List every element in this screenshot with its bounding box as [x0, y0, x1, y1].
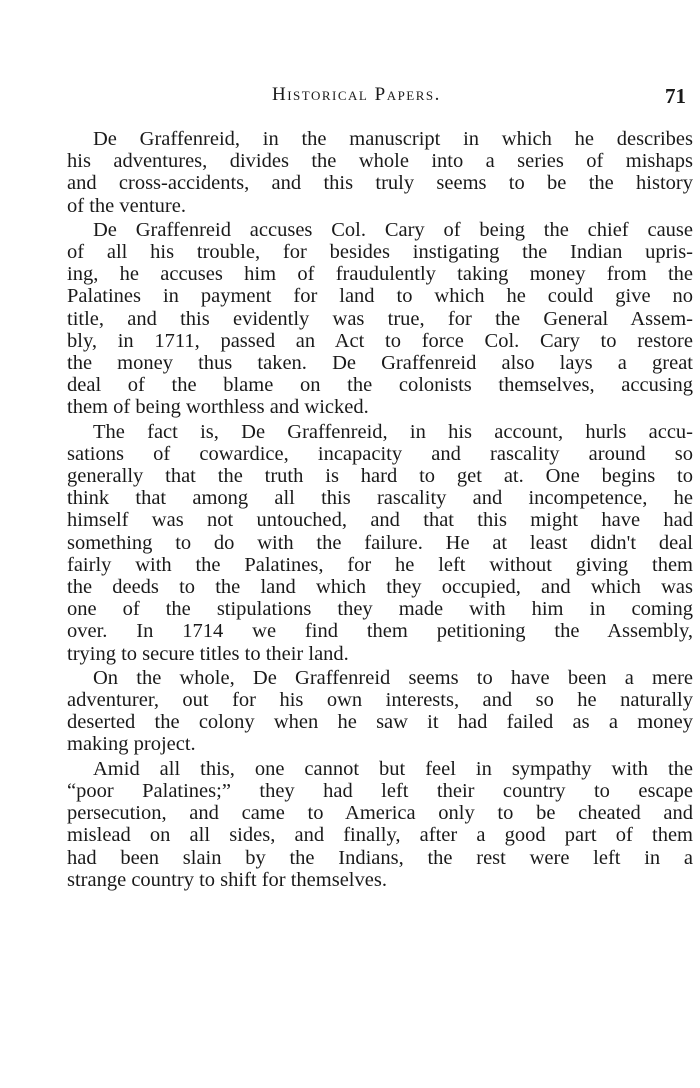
text-line: trying to secure titles to their land. — [67, 642, 349, 665]
text-line: deal of the blame on the colonists themselves, accusing — [67, 374, 693, 397]
running-title: Historical Papers. — [272, 84, 441, 105]
text-line: persecution, and came to America only to be cheated and — [67, 802, 693, 825]
text-line: sations of cowardice, incapacity and rascality around so — [67, 442, 693, 465]
text-line: bly, in 1711, passed an Act to force Col. Cary to restore — [67, 329, 693, 352]
text-line: strange country to shift for themselves. — [67, 868, 387, 891]
paragraph — [67, 219, 693, 419]
text-line: himself was not untouched, and that this might have had — [67, 509, 693, 532]
running-head — [0, 84, 700, 114]
paragraph — [67, 758, 693, 891]
text-line: making project. — [67, 733, 196, 756]
text-line: De Graffenreid, in the manuscript in which he describes — [93, 128, 693, 150]
text-line: “poor Palatines;” they had left their country to escape — [67, 779, 693, 802]
text-line: mislead on all sides, and finally, after a good part of them — [67, 824, 693, 847]
text-line: Palatines in payment for land to which he could give no — [67, 285, 693, 308]
paragraph — [67, 667, 693, 756]
paragraph — [67, 421, 693, 665]
text-line: On the whole, De Graffenreid seems to have been a mere — [93, 666, 693, 689]
text-line: adventurer, out for his own interests, and so he naturally — [67, 689, 693, 712]
text-line: his adventures, divides the whole into a series of mishaps — [67, 150, 693, 173]
text-line: had been slain by the Indians, the rest were left in a — [67, 846, 693, 869]
text-line: and cross-accidents, and this truly seems to be the history — [67, 172, 693, 195]
text-line: them of being worthless and wicked. — [67, 396, 369, 419]
text-line: Amid all this, one cannot but feel in sympathy with the — [93, 757, 693, 780]
text-line: the deeds to the land which they occupied, and which was — [67, 576, 693, 599]
body-text — [67, 128, 693, 893]
text-line: title, and this evidently was true, for the General Assem- — [67, 307, 693, 330]
text-line: deserted the colony when he saw it had failed as a money — [67, 711, 693, 734]
text-line: of the venture. — [67, 194, 186, 217]
text-line: of all his trouble, for besides instigating the Indian upris- — [67, 241, 693, 264]
text-line: fairly with the Palatines, for he left without giving them — [67, 553, 693, 576]
text-line: one of the stipulations they made with him in coming — [67, 598, 693, 621]
text-line: think that among all this rascality and incompetence, he — [67, 487, 693, 510]
page-number: 71 — [665, 84, 686, 108]
text-line: something to do with the failure. He at least didn't deal — [67, 531, 693, 554]
text-line: over. In 1714 we find them petitioning the Assembly, — [67, 620, 693, 643]
text-line: generally that the truth is hard to get at. One begins to — [67, 465, 693, 488]
text-line: The fact is, De Graffenreid, in his account, hurls accu- — [93, 420, 693, 443]
paragraph — [67, 128, 693, 217]
text-line: ing, he accuses him of fraudulently taking money from the — [67, 263, 693, 286]
text-line: the money thus taken. De Graffenreid also lays a great — [67, 352, 693, 375]
text-line: De Graffenreid accuses Col. Cary of being the chief cause — [93, 218, 693, 241]
